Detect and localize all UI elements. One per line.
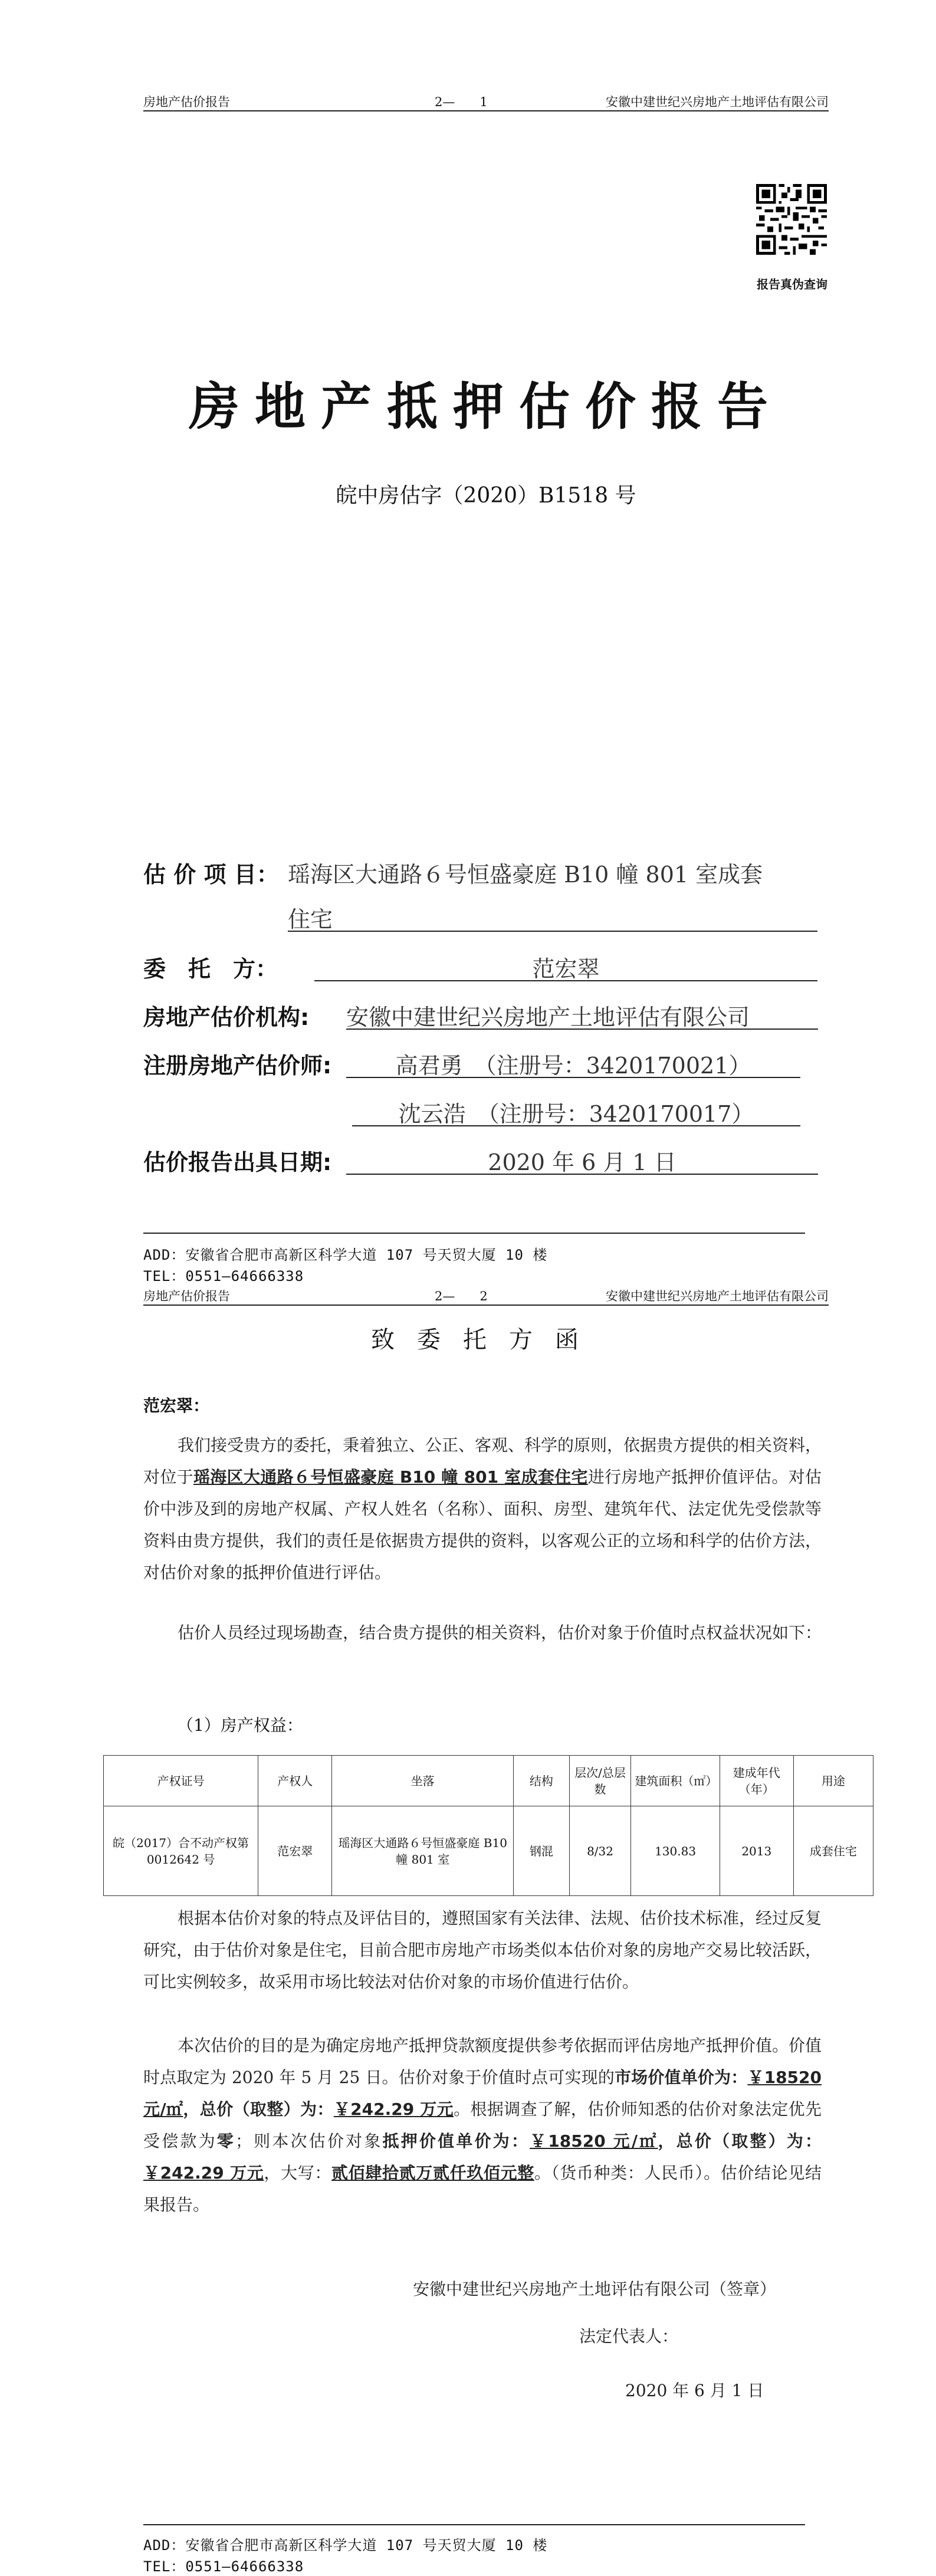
table-header-row (104, 1756, 873, 1806)
col-year: 建成年代（年） (720, 1756, 793, 1806)
appraiser-1: 高君勇 （注册号：3420170021） (346, 1047, 800, 1078)
paragraph-method: 根据本估价对象的特点及评估目的，遵照国家有关法律、法规、估价技术标准，经过反复研究，由于估价对象是住宅，目前合肥市房地产市场类似本估价对象的房地产交易比较活跃，可比实例较多，故采用市场比较法对估价对象的市场价值进行估价。 (143, 1908, 822, 1992)
footer-tel: TEL：0551—64666338 (143, 1268, 304, 1284)
paragraph-survey: 估价人员经过现场勘查，结合贵方提供的相关资料，估价对象于价值时点权益状况如下： (178, 1623, 822, 1642)
client-value: 范宏翠 (314, 951, 817, 981)
mortgage-total-price: ￥242.29 万元 (143, 2163, 264, 2183)
col-location: 坐落 (332, 1756, 514, 1806)
letter-title: 致委托方函 (371, 1326, 601, 1353)
header-report-type: 房地产估价报告 (143, 1289, 230, 1303)
priority-claim: 零 (216, 2131, 235, 2151)
market-unit-price: ￥18520 元/㎡ (143, 2068, 822, 2119)
report-number: 皖中房估字（2020）B1518 号 (336, 484, 636, 508)
table-row (104, 1806, 873, 1896)
project-label: 估 价 项 目： (143, 862, 279, 888)
header-page-number: 2— 2 (435, 1289, 488, 1303)
date-row (143, 1144, 829, 1174)
cell-floor: 8/32 (569, 1806, 631, 1896)
paragraph-entrustment: 我们接受贵方的委托，秉着独立、公正、客观、科学的原则，依据贵方提供的相关资料，对位于瑶海区大通路６号恒盛豪庭 B10 幢 801 室成套住宅进行房地产抵押价值评估。对估价中涉及到的房地产权属、产权人姓名（名称）、面积、房型、建筑年代、法定优先受偿款等资料由贵方提供，我们的责任是依据贵方提供的资料，以客观公正的立场和科学的估价方法，对估价对象的抵押价值进行评估。 (143, 1435, 822, 1582)
property-address: 瑶海区大通路６号恒盛豪庭 B10 幢 801 室成套住宅 (193, 1467, 588, 1487)
footer-tel: TEL：0551—64666338 (143, 2558, 304, 2575)
header-company: 安徽中建世纪兴房地产土地评估有限公司 (606, 95, 829, 109)
signature-representative: 法定代表人： (579, 2327, 679, 2346)
date-value: 2020 年 6 月 1 日 (346, 1144, 818, 1175)
cell-cert-no: 皖（2017）合不动产权第 0012642 号 (104, 1806, 258, 1896)
footer-address: ADD：安徽省合肥市高新区科学大道 107 号天贸大厦 10 楼 (143, 2537, 548, 2554)
paragraph-valuation: 本次估价的目的是为确定房地产抵押贷款额度提供参考依据而评估房地产抵押价值。价值时点取定为 2020 年 5 月 25 日。估价对象于价值时点可实现的市场价值单价为：￥18520 元/㎡，总价（取整）为：￥242.29 万元。根据调查了解，估价师知悉的估价对象法定优先受偿款为零；则本次估价对象抵押价值单价为：￥18520 元/㎡，总价（取整）为：￥242.29 万元，大写：贰佰肆拾贰万贰仟玖佰元整。（货币种类：人民币）。估价结论见结果报告。 (143, 2036, 822, 2214)
appraiser-row (143, 1047, 829, 1077)
col-owner: 产权人 (258, 1756, 332, 1806)
appraiser-label: 注册房地产估价师: (143, 1053, 332, 1079)
cell-year: 2013 (720, 1806, 793, 1896)
cell-structure: 钢混 (514, 1806, 570, 1896)
cell-usage: 成套住宅 (793, 1806, 873, 1896)
market-total-price: ￥242.29 万元 (333, 2099, 454, 2119)
col-cert-no: 产权证号 (104, 1756, 258, 1806)
col-area: 建筑面积（㎡） (631, 1756, 720, 1806)
project-value-line1: 瑶海区大通路６号恒盛豪庭 B10 幢 801 室成套 (288, 862, 763, 888)
project-row (143, 856, 829, 886)
cell-owner: 范宏翠 (258, 1806, 332, 1896)
cover-page (0, 0, 936, 1286)
project-row-2 (143, 901, 829, 931)
qr-code-icon[interactable] (756, 184, 827, 255)
cell-area: 130.83 (631, 1806, 720, 1896)
header-company: 安徽中建世纪兴房地产土地评估有限公司 (606, 1289, 829, 1303)
footer-address: ADD：安徽省合肥市高新区科学大道 107 号天贸大厦 10 楼 (143, 1247, 548, 1263)
client-row (143, 951, 829, 980)
mortgage-unit-price: ￥18520 元/㎡ (530, 2131, 658, 2151)
agency-row (143, 999, 829, 1029)
header-report-type: 房地产估价报告 (143, 95, 230, 109)
page-header (143, 91, 829, 111)
footer-divider (143, 2524, 805, 2525)
project-value-line2: 住宅 (288, 901, 817, 932)
header-page-number: 2— 1 (435, 95, 488, 109)
appraiser-row-2 (143, 1096, 829, 1125)
agency-value: 安徽中建世纪兴房地产土地评估有限公司 (346, 999, 818, 1030)
property-rights-table (103, 1755, 873, 1896)
report-title: 房地产抵押估价报告 (189, 377, 783, 436)
date-label: 估价报告出具日期: (143, 1149, 332, 1175)
footer-divider (143, 1233, 805, 1234)
rights-subheading: （1）房产权益： (177, 1716, 303, 1735)
signature-company: 安徽中建世纪兴房地产土地评估有限公司（签章） (413, 2279, 777, 2299)
col-floor: 层次/总层数 (569, 1756, 631, 1806)
cell-location: 瑶海区大通路６号恒盛豪庭 B10 幢 801 室 (332, 1806, 514, 1896)
amount-in-words: 贰佰肆拾贰万贰仟玖佰元整 (331, 2163, 534, 2183)
col-usage: 用途 (793, 1756, 873, 1806)
agency-label: 房地产估价机构: (143, 1004, 310, 1030)
client-label: 委 托 方： (143, 956, 278, 982)
signature-date: 2020 年 6 月 1 日 (625, 2381, 764, 2400)
col-structure: 结构 (514, 1756, 570, 1806)
page-header (143, 1286, 829, 1306)
appraiser-2: 沈云浩 （注册号：3420170017） (352, 1096, 800, 1126)
letter-salutation: 范宏翠： (143, 1396, 210, 1415)
qr-caption: 报告真伪查询 (757, 277, 827, 291)
